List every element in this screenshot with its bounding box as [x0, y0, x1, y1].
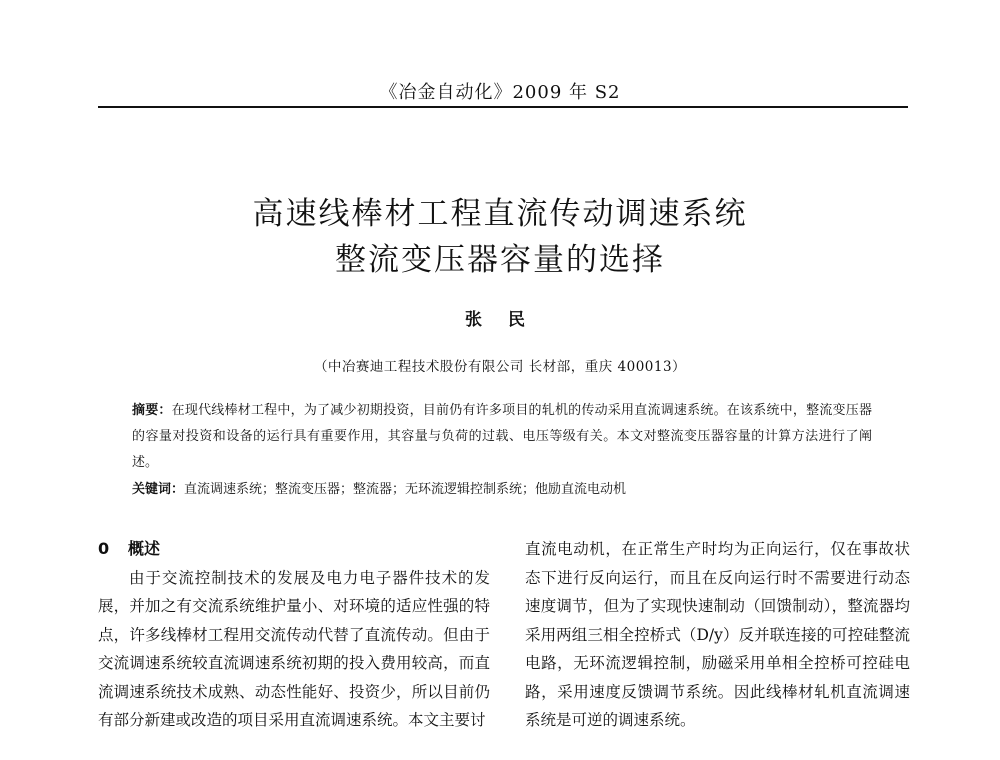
paper-title-line-1: 高速线棒材工程直流传动调速系统	[252, 196, 748, 232]
section-number: 0	[98, 539, 110, 558]
author: 张 民	[465, 310, 535, 330]
keywords-label: 关键词：	[132, 482, 185, 497]
abstract-label: 摘要：	[132, 403, 172, 418]
abstract	[132, 398, 872, 476]
section-title: 概述	[128, 539, 161, 558]
body-text-left: 由于交流控制技术的发展及电力电子器件技术的发展，并加之有交流系统维护量小、对环境的适应性强的特点，许多线棒材工程用交流传动代替了直流传动。但由于交流调速系统较直流调速系统初期的投入费用较高，而直流调速系统技术成熟、动态性能好、投资少，所以目前仍有部分新建或改造的项目采用直流调速系统。本文主要讨	[98, 568, 490, 729]
paper-title-line-2: 整流变压器容量的选择	[335, 242, 665, 278]
body-text-right: 直流电动机，在正常生产时均为正向运行，仅在事故状态下进行反向运行，而且在反向运行时不需要进行动态速度调节，但为了实现快速制动（回馈制动），整流器均采用两组三相全控桥式（D/y）反并联连接的可控硅整流电路，无环流逻辑控制，励磁采用单相全控桥可控硅电路，采用速度反馈调节系统。因此线棒材轧机直流调速系统是可逆的调速系统。	[525, 540, 910, 729]
affiliation: （中冶赛迪工程技术股份有限公司 长材部，重庆 400013）	[313, 359, 687, 375]
journal-header: 《冶金自动化》2009 年 S2	[379, 82, 621, 103]
keywords-text: 直流调速系统；整流变压器；整流器；无环流逻辑控制系统；他励直流电动机	[184, 482, 627, 497]
body-column-right	[525, 535, 910, 735]
body-column-left	[98, 535, 490, 735]
header-rule	[98, 106, 908, 108]
section-heading	[98, 535, 490, 564]
abstract-text: 在现代线棒材工程中，为了减少初期投资，目前仍有许多项目的轧机的传动采用直流调速系统。在该系统中，整流变压器的容量对投资和设备的运行具有重要作用，其容量与负荷的过载、电压等级有关。本文对整流变压器容量的计算方法进行了阐述。	[132, 403, 872, 470]
keywords	[132, 477, 872, 503]
